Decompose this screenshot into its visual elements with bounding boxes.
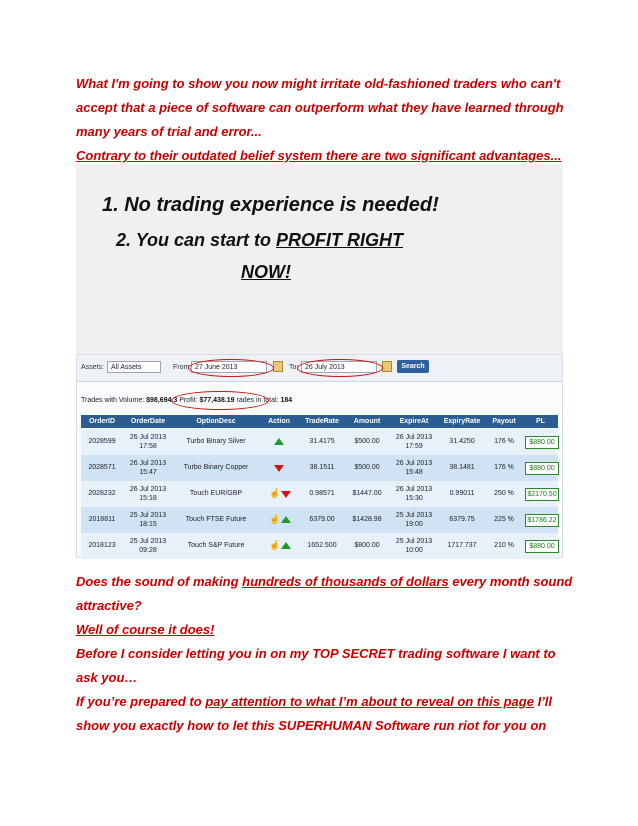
if-prefix: If you’re prepared to bbox=[76, 694, 206, 709]
cell-orderid: 2018811 bbox=[88, 516, 116, 523]
col-expireat: ExpireAt bbox=[399, 418, 429, 425]
headline-point-1: 1. No trading experience is needed! bbox=[102, 194, 439, 216]
cell-expireat-date: 25 Jul 2013 bbox=[395, 512, 433, 519]
cell-amount: $500.00 bbox=[354, 464, 380, 471]
headline-point-2-prefix: 2. You can start to bbox=[116, 230, 277, 250]
before-line-1: Before I consider letting you in on my TOP SECRET trading software I want to bbox=[76, 646, 556, 661]
from-label: From: bbox=[173, 364, 192, 371]
cell-orderid: 2018123 bbox=[88, 542, 116, 549]
if-suffix: I’ll bbox=[533, 694, 553, 709]
outro-paragraph bbox=[76, 570, 596, 738]
cell-orderid: 2028232 bbox=[88, 490, 116, 497]
col-amount: Amount bbox=[353, 418, 381, 425]
col-traderate: TradeRate bbox=[305, 418, 339, 425]
cell-optiondesc: Turbo Binary Copper bbox=[183, 464, 249, 471]
cell-amount: $500.00 bbox=[354, 438, 380, 445]
question-line-2: attractive? bbox=[76, 598, 142, 613]
cell-orderdate-time: 18:15 bbox=[139, 521, 157, 528]
headline-point-2 bbox=[116, 230, 403, 251]
trading-results-panel bbox=[76, 354, 563, 558]
to-date-input[interactable]: 26 July 2013 bbox=[301, 361, 377, 373]
cell-optiondesc: Touch EUR/GBP bbox=[189, 490, 243, 497]
cell-traderate: 38.1511 bbox=[309, 464, 335, 471]
cell-pl: $1786.22 bbox=[525, 514, 559, 527]
summary-profit-label: Profit: bbox=[179, 397, 198, 404]
touch-hand-icon: ☝ bbox=[269, 488, 281, 498]
cell-expireat-date: 25 Jul 2013 bbox=[395, 538, 433, 545]
cell-expireat-time: 15:48 bbox=[405, 469, 423, 476]
summary-volume-value: $98,694.3 bbox=[146, 397, 178, 404]
arrow-down-icon bbox=[274, 465, 284, 472]
col-action: Action bbox=[268, 418, 290, 425]
cell-orderdate-date: 26 Jul 2013 bbox=[129, 460, 167, 467]
intro-line-1: What I'm going to show you now might irritate old-fashioned traders who can't bbox=[76, 76, 561, 91]
cell-expireat-date: 26 Jul 2013 bbox=[395, 486, 433, 493]
cell-orderdate bbox=[123, 459, 173, 477]
cell-expireat bbox=[389, 433, 439, 451]
col-orderdate: OrderDate bbox=[130, 418, 166, 425]
summary-volume-label: Trades with Volume: bbox=[81, 397, 145, 404]
cell-expireat-date: 26 Jul 2013 bbox=[395, 460, 433, 467]
cell-amount: $1428.98 bbox=[352, 516, 382, 523]
cell-traderate: 6379.00 bbox=[309, 516, 335, 523]
intro-paragraph bbox=[76, 72, 596, 168]
profit-highlight-circle bbox=[171, 391, 269, 410]
cell-orderid: 2028599 bbox=[88, 438, 116, 445]
from-date-input[interactable]: 27 June 2013 bbox=[191, 361, 267, 373]
cell-optiondesc: Touch FTSE Future bbox=[185, 516, 247, 523]
arrow-up-icon bbox=[281, 542, 291, 549]
cell-orderdate-time: 15:47 bbox=[139, 469, 157, 476]
table-row bbox=[81, 481, 558, 507]
col-payout: Payout bbox=[492, 418, 516, 425]
cell-orderdate bbox=[123, 433, 173, 451]
cell-payout: 225 % bbox=[494, 516, 514, 523]
cell-payout: 176 % bbox=[494, 438, 514, 445]
cell-orderdate-date: 25 Jul 2013 bbox=[129, 538, 167, 545]
summary-profit-value: $77,438.19 bbox=[199, 397, 235, 404]
cell-orderdate bbox=[123, 485, 173, 503]
cell-orderdate-date: 26 Jul 2013 bbox=[129, 486, 167, 493]
arrow-up-icon bbox=[274, 438, 284, 445]
cell-optiondesc: Turbo Binary Silver bbox=[186, 438, 246, 445]
arrow-up-icon bbox=[281, 516, 291, 523]
cell-expireat bbox=[389, 485, 439, 503]
col-expiryrate: ExpiryRate bbox=[443, 418, 481, 425]
table-row bbox=[81, 455, 558, 481]
col-pl: PL bbox=[536, 418, 545, 425]
cell-orderdate bbox=[123, 511, 173, 529]
cell-expireat bbox=[389, 537, 439, 555]
touch-hand-icon: ☝ bbox=[269, 540, 281, 550]
assets-label: Assets: bbox=[81, 364, 104, 371]
cell-orderdate-time: 17:58 bbox=[139, 443, 157, 450]
headline-point-2-link: PROFIT RIGHT bbox=[276, 230, 404, 250]
before-line-2: ask you… bbox=[76, 670, 138, 685]
cell-amount: $800.00 bbox=[354, 542, 380, 549]
cell-orderdate bbox=[123, 537, 173, 555]
assets-select[interactable]: All Assets bbox=[107, 361, 161, 373]
question-link: hundreds of thousands of dollars bbox=[242, 574, 449, 589]
cell-traderate: 1652.500 bbox=[307, 542, 337, 549]
headline-panel bbox=[76, 164, 563, 354]
cell-payout: 210 % bbox=[494, 542, 514, 549]
intro-line-3: many years of trial and error... bbox=[76, 124, 262, 139]
answer-line: Well of course it does! bbox=[76, 622, 215, 637]
search-button[interactable]: Search bbox=[397, 360, 429, 373]
cell-orderid: 2028571 bbox=[88, 464, 116, 471]
cell-optiondesc: Touch S&P Future bbox=[187, 542, 245, 549]
cell-traderate: 0.98571 bbox=[309, 490, 335, 497]
cell-expiryrate: 31.4250 bbox=[449, 438, 475, 445]
cell-expireat-time: 17:59 bbox=[405, 443, 423, 450]
cell-pl: $880.00 bbox=[525, 540, 559, 553]
table-header bbox=[81, 415, 558, 428]
cell-expiryrate: 38.1481 bbox=[449, 464, 475, 471]
touch-hand-icon: ☝ bbox=[269, 514, 281, 524]
arrow-down-icon bbox=[281, 491, 291, 498]
cell-expireat-time: 19:00 bbox=[405, 521, 423, 528]
summary-total-value: 184 bbox=[280, 397, 293, 404]
cell-orderdate-time: 15:18 bbox=[139, 495, 157, 502]
headline-point-2-cont: NOW! bbox=[241, 262, 291, 282]
cell-pl: $880.00 bbox=[525, 436, 559, 449]
cell-orderdate-date: 25 Jul 2013 bbox=[129, 512, 167, 519]
cell-pl: $880.00 bbox=[525, 462, 559, 475]
cell-orderdate-time: 09:28 bbox=[139, 547, 157, 554]
table-row bbox=[81, 429, 558, 455]
col-orderid: OrderID bbox=[88, 418, 116, 425]
cell-orderdate-date: 26 Jul 2013 bbox=[129, 434, 167, 441]
cell-expireat-time: 10:00 bbox=[405, 547, 423, 554]
cell-pl: $2170.50 bbox=[525, 488, 559, 501]
question-prefix: Does the sound of making bbox=[76, 574, 243, 589]
to-calendar-icon[interactable] bbox=[382, 361, 392, 372]
cell-payout: 176 % bbox=[494, 464, 514, 471]
cell-expiryrate: 0.99011 bbox=[449, 490, 475, 497]
cell-expireat-date: 26 Jul 2013 bbox=[395, 434, 433, 441]
show-line: show you exactly how to let this SUPERHUMAN Software run riot for you on bbox=[76, 718, 547, 733]
cell-expiryrate: 6379.75 bbox=[449, 516, 475, 523]
intro-line-2: accept that a piece of software can outperform what they have learned through bbox=[76, 100, 564, 115]
from-date-highlight-circle bbox=[188, 359, 274, 377]
to-label: To: bbox=[289, 364, 299, 371]
to-date-highlight-circle bbox=[297, 359, 383, 377]
if-link: pay attention to what I’m about to reveal on this page bbox=[205, 694, 534, 709]
cell-expireat-time: 15:30 bbox=[405, 495, 423, 502]
question-suffix: every month sound bbox=[448, 574, 573, 589]
cell-expireat bbox=[389, 511, 439, 529]
table-row bbox=[81, 533, 558, 559]
cell-expiryrate: 1717.737 bbox=[447, 542, 477, 549]
cell-payout: 250 % bbox=[494, 490, 514, 497]
cell-traderate: 31.4175 bbox=[309, 438, 335, 445]
col-optiondesc: OptionDesc bbox=[196, 418, 236, 425]
cell-expireat bbox=[389, 459, 439, 477]
cell-amount: $1447.00 bbox=[352, 490, 382, 497]
intro-line-4: Contrary to their outdated belief system there are two significant advantages... bbox=[76, 148, 562, 163]
from-calendar-icon[interactable] bbox=[273, 361, 283, 372]
table-row bbox=[81, 507, 558, 533]
summary-total-label: rades in total: bbox=[236, 397, 279, 404]
